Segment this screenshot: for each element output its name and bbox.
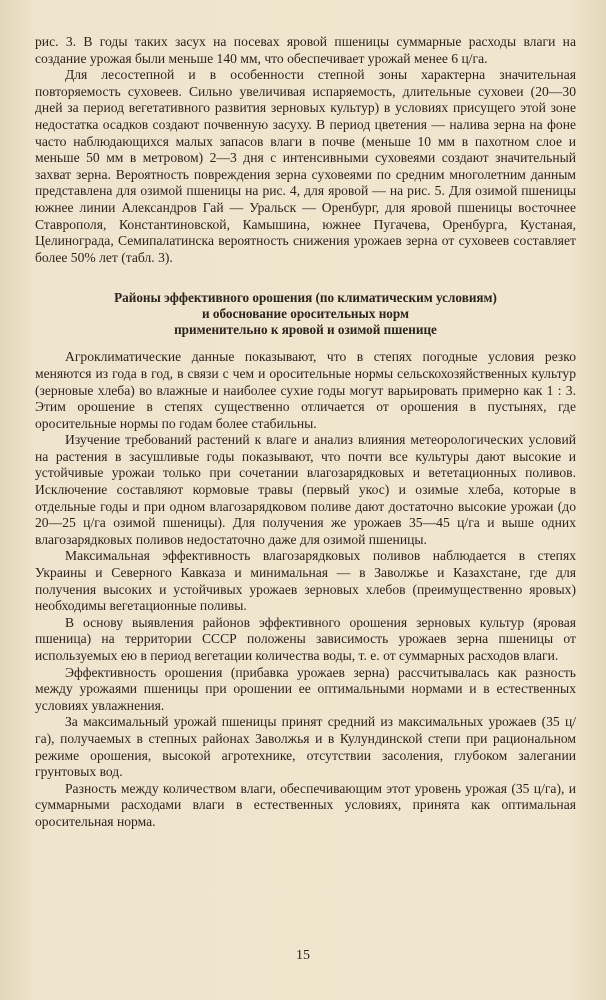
heading-line-1: Районы эффективного орошения (по климатическим условиям) (114, 290, 497, 306)
heading-line-3: применительно к яровой и озимой пшенице (174, 322, 437, 338)
paragraph: За максимальный урожай пшеницы принят средний из максимальных урожаев (35 ц/га), получаемых в степных районах Заволжья и в Кулундинской степи при рациональном режиме орошения, высокой агротехнике, отсутствии засоления, глубоком залегании грунтовых вод. (35, 714, 576, 780)
section-heading (35, 290, 576, 338)
paragraph: Эффективность орошения (прибавка урожаев зерна) рассчитывалась как разность между урожаями пшеницы при орошении ее оптимальными нормами и в естественных условиях увлажнения. (35, 664, 576, 713)
paragraph: Максимальная эффективность влагозарядковых поливов наблюдается в степях Украины и Северного Кавказа и минимальная — в Заволжье и Казахстане, где для получения высоких и устойчивых урожаев зерновых хлебов (преимущественно яровых) необходимы вегетационные поливы. (35, 548, 576, 614)
paragraph: В основу выявления районов эффективного орошения зерновых культур (яровая пшеница) на территории СССР положены зависимость урожаев зерна пшеницы от используемых ею в период вегетации количества воды, т. е. от суммарных расходов влаги. (35, 614, 576, 663)
page-number: 15 (296, 948, 310, 963)
paragraph-continuation: рис. 3. В годы таких засух на посевах яровой пшеницы суммарные расходы влаги на создание урожая были меньше 140 мм, что обеспечивает урожай менее 6 ц/га. (35, 34, 576, 66)
body-text-bottom (35, 349, 576, 830)
paragraph-sukhovei: Для лесостепной и в особенности степной зоны характерна значительная повторяемость суховеев. Сильно увеличивая испаряемость, длительные суховеи (20—30 дней за период вегетативного развития зерновых культур) в условиях присущего этой зоне недостатка осадков создают почвенную засуху. В период цветения — налива зерна на фоне часто наблюдающихся малых запасов влаги в почве (меньше 10 мм в пахотном слое и меньше 50 мм в метровом) 2—3 дня с интенсивными суховеями создают значительный захват зерна. Вероятность повреждения зерна суховеями по средним многолетним данным представлена для озимой пшеницы на рис. 4, для яровой — на рис. 5. Для озимой пшеницы южнее линии Александров Гай — Уральск — Оренбург, для яровой пшеницы восточнее Ставрополя, Константиновской, Камышина, южнее Пугачева, Оренбурга, Кустаная, Целинограда, Семипалатинска вероятность снижения урожаев зерна от суховеев составляет более 50% лет (табл. 3). (35, 67, 576, 265)
paragraph: Разность между количеством влаги, обеспечивающим этот уровень урожая (35 ц/га), и суммарными расходами влаги в естественных условиях, принята как оптимальная оросительная норма. (35, 780, 576, 829)
paragraph: Агроклиматические данные показывают, что в степях погодные условия резко меняются из года в год, в связи с чем и оросительные нормы сельскохозяйственных культур (зерновые хлеба) во влажные и наиболее сухие годы могут варьировать примерно как 1 : 3. Этим орошение в степях существенно отличается от орошения в пустынях, где оросительные нормы по годам более стабильны. (35, 349, 576, 431)
body-text-top (35, 34, 576, 266)
heading-line-2: и обоснование оросительных норм (201, 306, 410, 322)
paragraph: Изучение требований растений к влаге и анализ влияния метеорологических условий на растения в засушливые годы показывают, что почти все культуры дают высокие и устойчивые урожаи только при сочетании влагозарядковых и вететационных поливов. Исключение составляют кормовые травы (первый укос) и озимые хлеба, которые в отдельные годы и при одном влагозарядковом поливе дают достаточно высокие урожаи (до 20—25 ц/га озимой пшеницы). Для получения же урожаев 35—45 ц/га и выше одних влагозарядковых поливов недостаточно даже для озимой пшеницы. (35, 432, 576, 547)
